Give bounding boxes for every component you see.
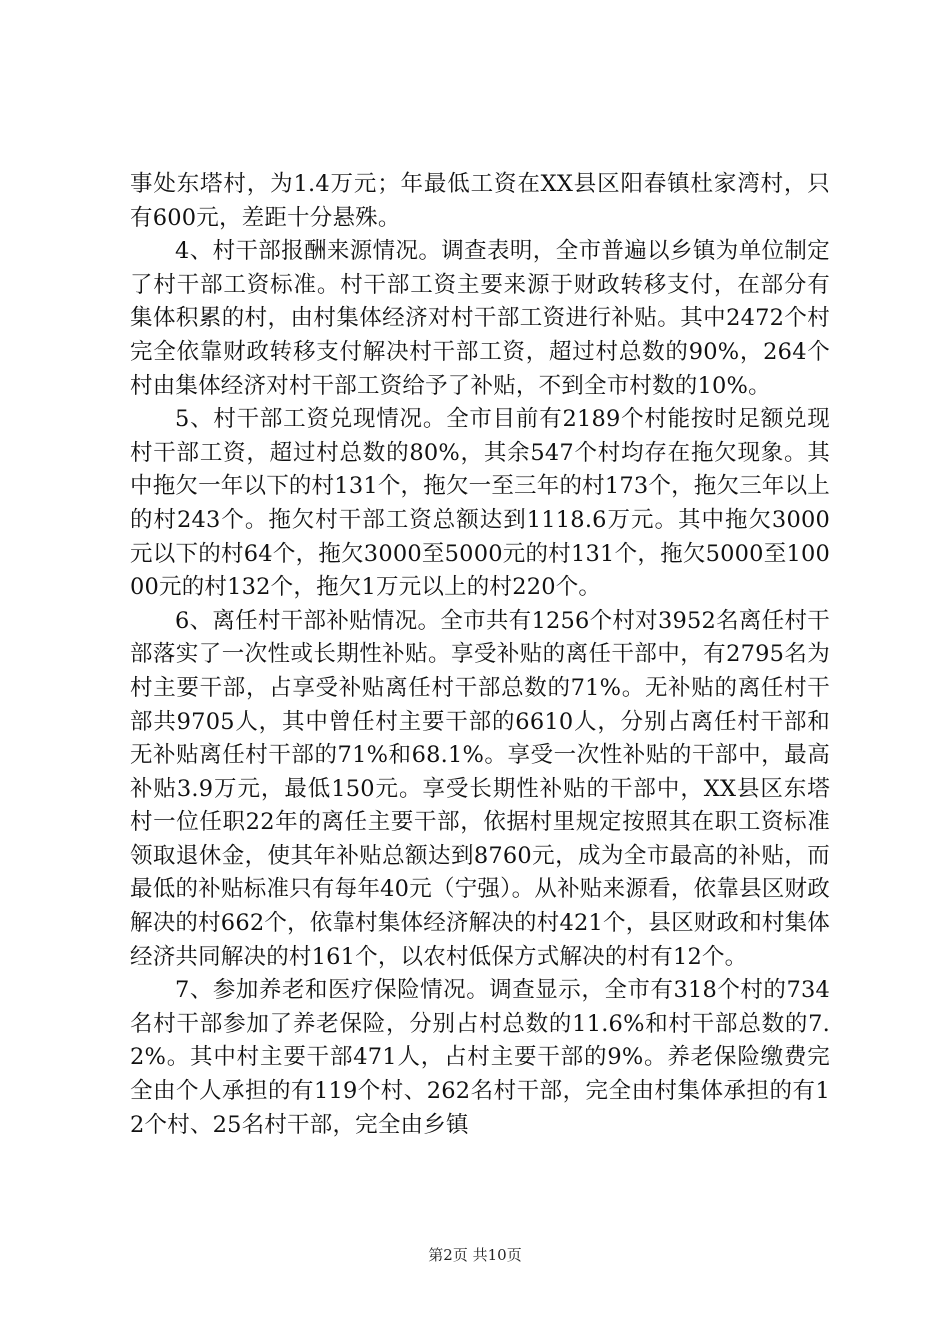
paragraph-insurance: 7、参加养老和医疗保险情况。调查显示，全市有318个村的734名村干部参加了养老保险，分别占村总数的11.6%和村干部总数的7.2%。其中村主要干部471人，占村主要干部的9%。养老保险缴费完全由个人承担的有119个村、262名村干部，完全由村集体承担的有12个村、25名村干部，完全由乡镇 (130, 977, 830, 1138)
paragraph-retired-subsidy: 6、离任村干部补贴情况。全市共有1256个村对3952名离任村干部落实了一次性或长期性补贴。享受补贴的离任干部中，有2795名为村主要干部，占享受补贴离任村干部总数的71%。无补贴的离任村干部共9705人，其中曾任村主要干部的6610人，分别占离任村干部和无补贴离任村干部的71%和68.1%。享受一次性补贴的干部中，最高补贴3.9万元，最低150元。享受长期性补贴的干部中，XX县区东塔村一位任职22年的离任主要干部，依据村里规定按照其在职工资标准领取退休金，使其年补贴总额达到8760元，成为全市最高的补贴，而最低的补贴标准只有每年40元（宁强）。从补贴来源看，依靠县区财政解决的村662个，依靠村集体经济解决的村421个，县区财政和村集体经济共同解决的村161个，以农村低保方式解决的村有12个。 (130, 607, 830, 970)
page-footer (0, 1245, 950, 1265)
paragraph-salary-payment: 5、村干部工资兑现情况。全市目前有2189个村能按时足额兑现村干部工资，超过村总数的80%，其余547个村均存在拖欠现象。其中拖欠一年以下的村131个，拖欠一至三年的村173个，拖欠三年以上的村243个。拖欠村干部工资总额达到1118.6万元。其中拖欠3000元以下的村64个，拖欠3000至5000元的村131个，拖欠5000至10000元的村132个，拖欠1万元以上的村220个。 (130, 406, 830, 601)
page-number-label: 第2页 共10页 (428, 1246, 522, 1264)
document-body (130, 168, 830, 1142)
paragraph-remuneration-source: 4、村干部报酬来源情况。调查表明，全市普遍以乡镇为单位制定了村干部工资标准。村干部工资主要来源于财政转移支付，在部分有集体积累的村，由村集体经济对村干部工资进行补贴。其中2472个村完全依靠财政转移支付解决村干部工资，超过村总数的90%，264个村由集体经济对村干部工资给予了补贴，不到全市村数的10%。 (130, 238, 830, 399)
paragraph-continuation: 事处东塔村，为1.4万元；年最低工资在XX县区阳春镇杜家湾村，只有600元，差距十分悬殊。 (130, 171, 830, 231)
